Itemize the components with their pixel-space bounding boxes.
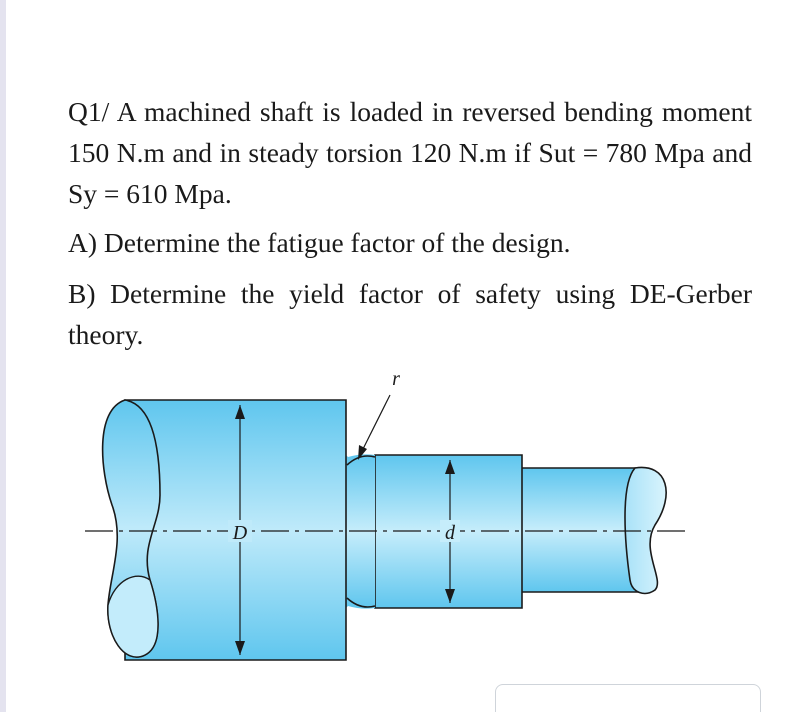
question-block [68, 91, 752, 355]
left-border [0, 0, 6, 712]
label-D: D [232, 522, 248, 544]
shaft-figure [70, 365, 710, 670]
answer-box[interactable] [495, 684, 761, 712]
left-break-face [108, 576, 158, 657]
label-d: d [445, 522, 455, 544]
r-leader-line [360, 395, 390, 455]
label-r: r [392, 368, 400, 390]
question-part-a: A) Determine the fatigue factor of the design. [68, 227, 571, 258]
question-part-b: B) Determine the yield factor of safety using DE-Gerber theory. [68, 278, 752, 350]
question-stem: Q1/ A machined shaft is loaded in reversed bending moment 150 N.m and in steady torsion 120 N.m if Sut = 780 Mpa and Sy = 610 Mpa. [68, 96, 752, 209]
